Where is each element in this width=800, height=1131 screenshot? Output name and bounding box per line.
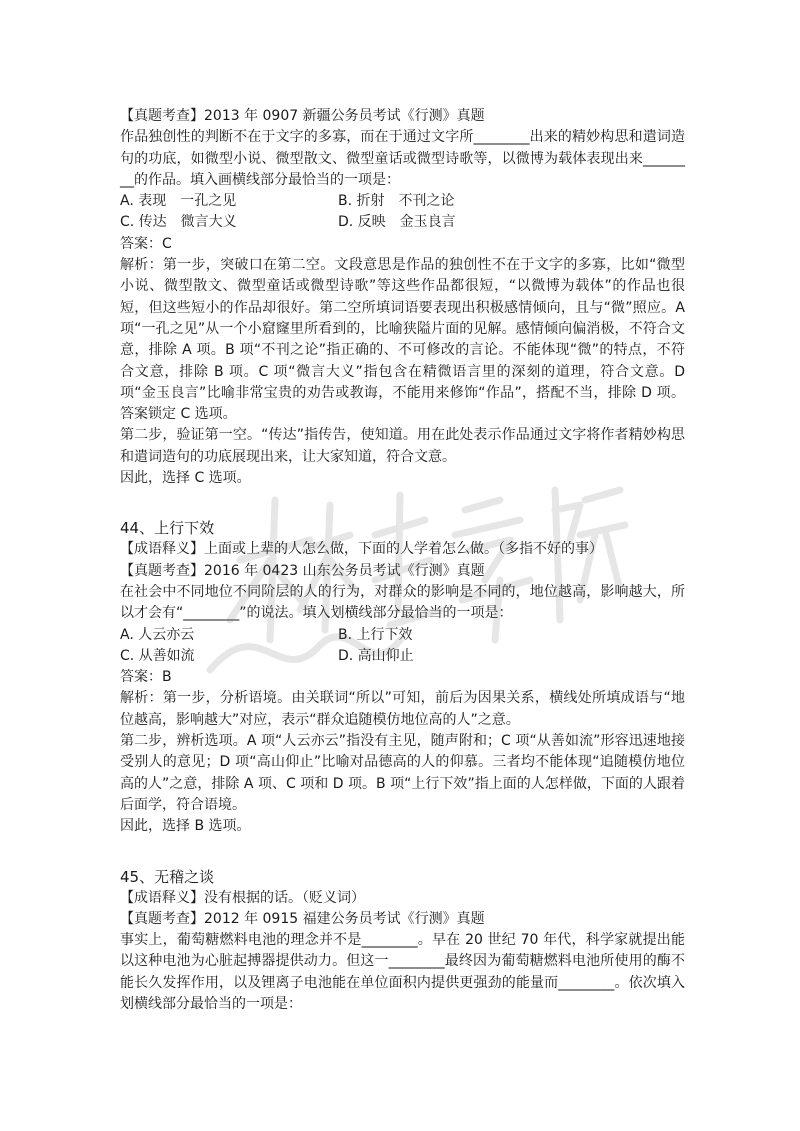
q43-option-a: A. 表现 一孔之见 — [120, 193, 237, 210]
q44-answer: 答案：B — [120, 669, 172, 686]
q43-option-b: B. 折射 不刊之论 — [338, 193, 455, 210]
q43-options-row-1 — [120, 191, 685, 212]
q43-source: 【真题考查】2013 年 0907 新疆公务员考试《行测》真题 — [120, 108, 485, 124]
q44-stem: 在社会中不同地位不同阶层的人的行为，对群众的影响是不同的，地位越高，影响越大，所以才会有“________”的说法。填入划横线部分最恰当的一项是： — [120, 583, 685, 622]
section-spacer — [120, 489, 685, 517]
q45-meaning: 【成语释义】没有根据的话。（贬义词） — [120, 889, 365, 906]
q44-option-d: D. 高山仰止 — [338, 647, 414, 664]
q44-option-b: B. 上行下效 — [338, 626, 413, 643]
q43-analysis-step1: 解析：第一步，突破口在第二空。文段意思是作品的独创性不在于文字的多寡，比如“微型小说、微型散文、微型童话或微型诗歌”等这些作品都很短，“以微博为载体”的作品也很短，但这些短小的作品却很好。第二空所填词语要表现出积极感情倾向，且与“微”照应。A 项“一孔之见”从一个小窟窿里所看到的，比喻狭隘片面的见解。感情倾向偏消极，不符合文意，排除 A 项。B 项“不刊之论”指正确的、不可修改的言论。不能体现“微”的特点，不符合文意，排除 B 项。C 项“微言大义”指包含在精微语言里的深刻的道理，符合文意。D 项“金玉良言”比喻非常宝贵的劝告或教诲，不能用来修饰“作品”，搭配不当，排除 D 项。答案锁定 C 选项。 — [120, 257, 685, 423]
q43-option-d: D. 反映 金玉良言 — [338, 214, 456, 231]
q44-meaning: 【成语释义】上面或上辈的人怎么做，下面的人学着怎么做。（多指不好的事） — [120, 541, 603, 558]
q44-options-row-2 — [120, 646, 685, 667]
page-content — [120, 106, 685, 1015]
q43-analysis-step2: 第二步，验证第一空。“传达”指传告，使知道。用在此处表示作品通过文字将作者精妙构思和遣词造句的功底展现出来，让大家知道，符合文意。 — [120, 427, 685, 465]
q44-conclusion: 因此，选择 B 选项。 — [120, 818, 251, 835]
q43-options-row-2 — [120, 212, 685, 233]
q44-options-row-1 — [120, 625, 685, 646]
q43-option-c: C. 传达 微言大义 — [120, 214, 237, 231]
q45-source: 【真题考查】2012 年 0915 福建公务员考试《行测》真题 — [120, 910, 485, 927]
q45-heading: 45、无稽之谈 — [120, 867, 215, 886]
q43-conclusion: 因此，选择 C 选项。 — [120, 470, 251, 487]
q44-analysis-step2: 第二步，辨析选项。A 项“人云亦云”指没有主见，随声附和；C 项“从善如流”形容迅速地接受别人的意见；D 项“高山仰止”比喻对品德高的人的仰慕。三者均不能体现“追随模仿地位高的人”之意，排除 A 项、C 项和 D 项。B 项“上行下效”指上面的人怎样做，下面的人跟着后面学，符合语境。 — [120, 733, 685, 813]
q44-analysis-step1: 解析：第一步，分析语境。由关联词“所以”可知，前后为因果关系，横线处所填成语与“地位越高，影响越大”对应，表示“群众追随模仿地位高的人”之意。 — [120, 690, 685, 728]
q43-stem: 作品独创性的判断不在于文字的多寡，而在于通过文字所________出来的精妙构思和遣词造句的功底，如微型小说、微型散文、微型童话或微型诗歌等，以微博为载体表现出来________的作品。填入画横线部分最恰当的一项是： — [120, 129, 685, 188]
q45-stem: 事实上，葡萄糖燃料电池的理念并不是________。早在 20 世纪 70 年代，科学家就提出能以这种电池为心脏起搏器提供动力。但这一________最终因为葡萄糖燃料电池所使用的酶不能长久发挥作用，以及锂离子电池能在单位面积内提供更强劲的能量而________。依次填入划横线部分最恰当的一项是： — [120, 932, 685, 1012]
q44-option-c: C. 从善如流 — [120, 647, 195, 664]
section-spacer — [120, 838, 685, 866]
q44-source: 【真题考查】2016 年 0423 山东公务员考试《行测》真题 — [120, 562, 485, 579]
q44-heading: 44、上行下效 — [120, 519, 215, 538]
q43-answer: 答案：C — [120, 235, 172, 252]
q44-option-a: A. 人云亦云 — [120, 626, 195, 643]
